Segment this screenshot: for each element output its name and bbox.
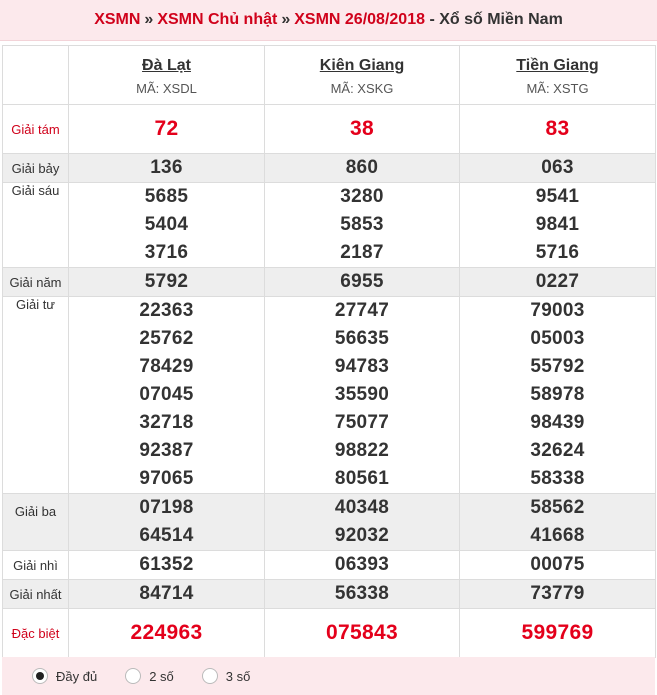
- prize-cell: [69, 551, 265, 580]
- prize-number: 0227: [535, 271, 580, 292]
- results-table: [2, 45, 656, 658]
- display-option-label: 2 số: [149, 668, 174, 684]
- display-option-2-digits[interactable]: [125, 668, 174, 684]
- prize-number: 5685: [144, 186, 189, 207]
- prize-number: 79003: [530, 300, 585, 321]
- prize-number: 2187: [340, 242, 384, 263]
- province-code: MÃ: XSKG: [330, 80, 394, 96]
- prize-number: 32718: [139, 412, 194, 433]
- prize-row-g6: [3, 183, 656, 268]
- prize-label: Đặc biệt: [3, 609, 69, 658]
- prize-number: 25762: [139, 328, 194, 349]
- prize-number: 075843: [326, 621, 398, 644]
- prize-number: 9541: [535, 186, 580, 207]
- prize-number: 5404: [144, 214, 189, 235]
- prize-number: 224963: [130, 621, 203, 644]
- prize-label: Giải ba: [3, 494, 69, 551]
- prize-number: 05003: [530, 328, 585, 349]
- prize-cell: [69, 580, 265, 609]
- prize-number: 84714: [139, 583, 194, 604]
- prize-cell: [460, 551, 656, 580]
- province-column-kiengiang: [265, 46, 460, 105]
- prize-number: 64514: [139, 525, 194, 546]
- prize-number: 00075: [530, 554, 585, 575]
- prize-cell: [69, 609, 265, 658]
- prize-number: 599769: [521, 621, 594, 644]
- prize-number: 32624: [530, 440, 585, 461]
- province-header-row: [3, 46, 656, 105]
- province-code: MÃ: XSTG: [526, 80, 589, 96]
- prize-number: 72: [154, 117, 179, 140]
- prize-number: 92387: [139, 440, 194, 461]
- prize-number: 56338: [334, 583, 390, 604]
- prize-number: 94783: [334, 356, 390, 377]
- prize-number: 41668: [530, 525, 585, 546]
- prize-cell: [69, 154, 265, 183]
- display-option-full[interactable]: [32, 668, 97, 684]
- prize-cell: [460, 154, 656, 183]
- prize-number: 56635: [334, 328, 390, 349]
- prize-number: 9841: [535, 214, 580, 235]
- prize-cell: [460, 580, 656, 609]
- prize-number: 07045: [139, 384, 194, 405]
- province-column-dalat: [69, 46, 265, 105]
- prize-number: 5853: [340, 214, 384, 235]
- prize-number: 40348: [334, 497, 390, 518]
- prize-number: 27747: [334, 300, 390, 321]
- prize-cell: [460, 297, 656, 494]
- prize-row-g7: [3, 154, 656, 183]
- prize-number: 5792: [144, 271, 189, 292]
- radio-selected-icon[interactable]: [32, 668, 48, 684]
- prize-cell: [265, 580, 460, 609]
- prize-cell: [265, 494, 460, 551]
- prize-label: Giải bảy: [3, 154, 69, 183]
- province-link-tiengiang[interactable]: Tiền Giang: [516, 56, 599, 74]
- prize-number: 98439: [530, 412, 585, 433]
- prize-cell: [265, 183, 460, 268]
- prize-row-g3: [3, 494, 656, 551]
- prize-number: 75077: [334, 412, 390, 433]
- prize-label: Giải nhì: [3, 551, 69, 580]
- display-option-label: Đầy đủ: [56, 668, 98, 684]
- province-link-dalat[interactable]: Đà Lạt: [142, 56, 191, 74]
- prize-number: 78429: [139, 356, 194, 377]
- prize-number: 80561: [334, 468, 390, 489]
- province-code: MÃ: XSDL: [136, 80, 197, 96]
- prize-number: 07198: [139, 497, 194, 518]
- prize-label: Giải sáu: [3, 183, 69, 268]
- prize-cell: [460, 105, 656, 154]
- prize-number: 35590: [334, 384, 390, 405]
- prize-number: 860: [345, 157, 379, 178]
- prize-number: 063: [541, 157, 574, 178]
- prize-cell: [265, 551, 460, 580]
- prize-number: 38: [350, 117, 374, 140]
- prize-cell: [460, 609, 656, 658]
- display-option-label: 3 số: [225, 668, 251, 684]
- prize-number: 58562: [530, 497, 585, 518]
- prize-number: 06393: [334, 554, 390, 575]
- header-corner: [3, 46, 69, 105]
- breadcrumb-link-sunday[interactable]: XSMN Chủ nhật: [157, 11, 278, 28]
- prize-number: 58338: [530, 468, 585, 489]
- province-link-kiengiang[interactable]: Kiên Giang: [319, 56, 405, 74]
- prize-cell: [460, 494, 656, 551]
- prize-number: 97065: [139, 468, 194, 489]
- prize-row-special: [3, 609, 656, 658]
- prize-cell: [69, 494, 265, 551]
- province-column-tiengiang: [460, 46, 656, 105]
- prize-cell: [69, 105, 265, 154]
- breadcrumb-separator: »: [281, 11, 291, 28]
- prize-number: 55792: [530, 356, 585, 377]
- prize-cell: [265, 268, 460, 297]
- prize-number: 73779: [530, 583, 585, 604]
- prize-number: 6955: [340, 271, 384, 292]
- display-option-3-digits[interactable]: [202, 668, 251, 684]
- prize-row-g4: [3, 297, 656, 494]
- prize-row-g5: [3, 268, 656, 297]
- prize-cell: [265, 609, 460, 658]
- prize-number: 3716: [144, 242, 189, 263]
- prize-label: Giải nhất: [3, 580, 69, 609]
- prize-row-g2: [3, 551, 656, 580]
- prize-number: 5716: [535, 242, 580, 263]
- prize-cell: [69, 268, 265, 297]
- prize-number: 3280: [340, 186, 384, 207]
- radio-icon[interactable]: [202, 668, 218, 684]
- prize-cell: [265, 297, 460, 494]
- prize-row-g8: [3, 105, 656, 154]
- prize-number: 61352: [139, 554, 194, 575]
- breadcrumb-link-date[interactable]: XSMN 26/08/2018: [294, 11, 425, 28]
- prize-row-g1: [3, 580, 656, 609]
- prize-number: 22363: [139, 300, 194, 321]
- prize-label: Giải tư: [3, 297, 69, 494]
- prize-number: 98822: [334, 440, 390, 461]
- prize-number: 58978: [530, 384, 585, 405]
- prize-label: Giải năm: [3, 268, 69, 297]
- breadcrumb-separator: »: [144, 11, 154, 28]
- prize-cell: [69, 183, 265, 268]
- prize-number: 92032: [334, 525, 390, 546]
- prize-cell: [265, 105, 460, 154]
- prize-label: Giải tám: [3, 105, 69, 154]
- prize-number: 136: [150, 157, 183, 178]
- display-options-bar: [2, 657, 655, 695]
- breadcrumb: [0, 0, 657, 41]
- prize-number: 83: [545, 117, 570, 140]
- radio-icon[interactable]: [125, 668, 141, 684]
- prize-cell: [69, 297, 265, 494]
- prize-cell: [460, 183, 656, 268]
- prize-cell: [460, 268, 656, 297]
- breadcrumb-link-xsmn[interactable]: XSMN: [94, 11, 141, 28]
- prize-cell: [265, 154, 460, 183]
- breadcrumb-title: - Xổ số Miền Nam: [429, 11, 563, 28]
